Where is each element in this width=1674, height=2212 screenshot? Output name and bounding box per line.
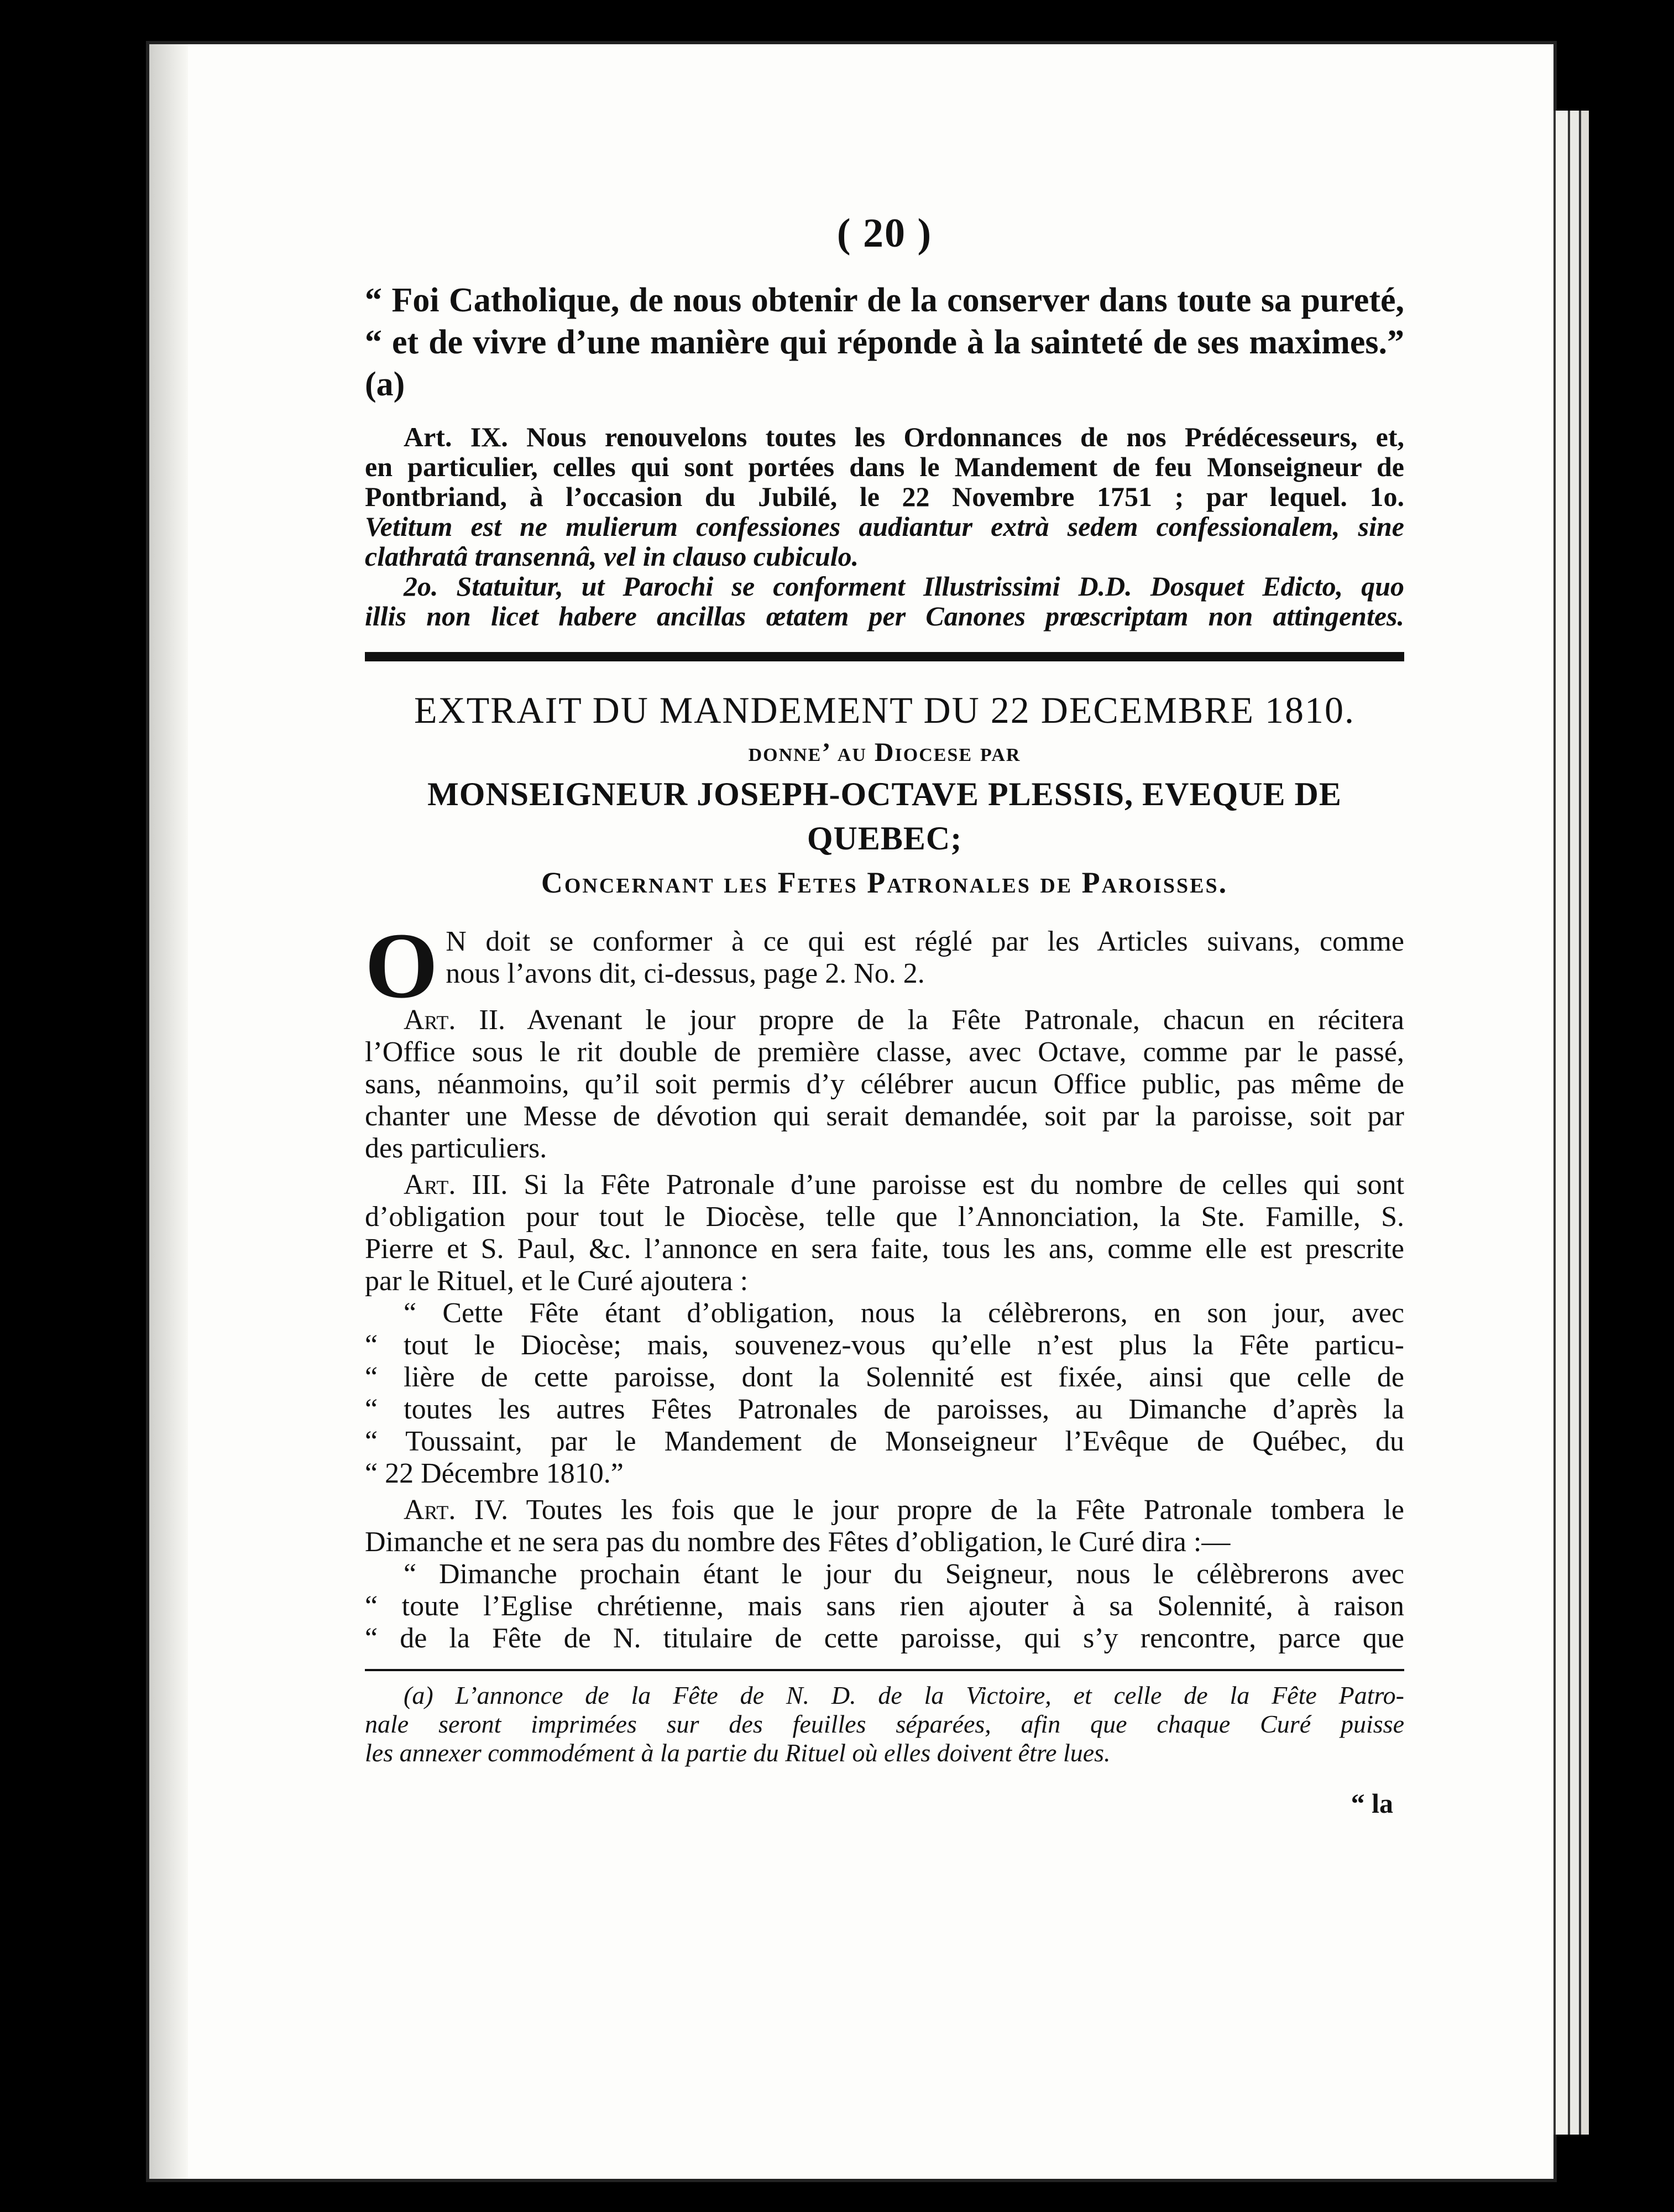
text-line: sans, néanmoins, qu’il soit permis d’y célébrer aucun Office public, pas même de [365, 1068, 1404, 1100]
catchword: “ la [1351, 1788, 1393, 1819]
article-3 [365, 1169, 1404, 1490]
text-line: Toutes les fois que le jour propre de la Fête Patronale tombera le [526, 1494, 1404, 1526]
heading-title: EXTRAIT DU MANDEMENT DU 22 DECEMBRE 1810. [414, 689, 1355, 731]
heading-given: donne’ au Diocese par [748, 738, 1021, 767]
text-line: Vetitum est ne mulierum confessiones audiantur extrà sedem confessionalem, sine [365, 511, 1404, 542]
text-line: l’Office sous le rit double de première classe, avec Octave, comme par le passé, [365, 1036, 1404, 1068]
text-line: Pontbriand, à l’occasion du Jubilé, le 22 Novembre 1751 ; par lequel. 1o. [365, 481, 1404, 512]
article-9 [365, 422, 1404, 631]
text-line: en particulier, celles qui sont portées dans le Mandement de feu Monseigneur de [365, 451, 1404, 482]
text-line: “ 22 Décembre 1810.” [365, 1458, 624, 1489]
text-line: “ Cette Fête étant d’obligation, nous la célèbrerons, en son jour, avec [404, 1297, 1404, 1329]
text-line: “ tout le Diocèse; mais, souvenez-vous qu’elle n’est plus la Fête particu- [365, 1329, 1404, 1361]
footnote-divider [365, 1669, 1404, 1671]
article-2 [365, 1004, 1404, 1165]
article-label: Art. IV. [404, 1494, 509, 1526]
heading-author: MONSEIGNEUR JOSEPH-OCTAVE PLESSIS, EVEQUE DE QUEBEC; [427, 776, 1342, 857]
text-line: Dimanche et ne sera pas du nombre des Fêtes d’obligation, le Curé dira :— [365, 1526, 1231, 1558]
text-line: chanter une Messe de dévotion qui serait demandée, soit par la paroisse, soit par [365, 1100, 1404, 1132]
continued-quote [365, 279, 1404, 405]
section-heading [365, 687, 1404, 905]
text-line: des particuliers. [365, 1133, 547, 1164]
text-line: N doit se conformer à ce qui est réglé par les Articles suivans, comme [446, 926, 1404, 957]
opening-paragraph [365, 914, 1404, 1018]
text-line: Avenant le jour propre de la Fête Patronale, chacun en récitera [527, 1004, 1404, 1036]
footnote-line: nale seront imprimées sur des feuilles séparées, afin que chaque Curé puisse [365, 1710, 1404, 1738]
article-label: Art. III. [404, 1169, 508, 1201]
footnote-line: (a) L’annonce de la Fête de N. D. de la Victoire, et celle de la Fête Patro- [404, 1681, 1404, 1709]
text-line: Art. IX. Nous renouvelons toutes les Ordonnances de nos Prédécesseurs, et, [404, 421, 1404, 452]
page-number: ( 20 ) [836, 211, 933, 256]
drop-cap: O [365, 914, 438, 1018]
page-edge [1579, 111, 1589, 2135]
page-binding-shadow [149, 44, 188, 2179]
text-line: par le Rituel, et le Curé ajoutera : [365, 1265, 749, 1297]
text-line: clathratâ transennâ, vel in clauso cubiculo. [365, 541, 859, 572]
text-line: Pierre et S. Paul, &c. l’annonce en sera faite, tous les ans, comme elle est prescrite [365, 1233, 1404, 1265]
text-line: “ de la Fête de N. titulaire de cette paroisse, qui s’y rencontre, parce que [365, 1623, 1404, 1654]
text-line: “ Toussaint, par le Mandement de Monseigneur l’Evêque de Québec, du [365, 1426, 1404, 1457]
text-line: nous l’avons dit, ci-dessus, page 2. No. 2. [446, 958, 925, 989]
article-4 [365, 1494, 1404, 1655]
footnote-line: les annexer commodément à la partie du Rituel où elles doivent être lues. [365, 1739, 1111, 1767]
article-label: Art. II. [404, 1004, 506, 1036]
footnote [365, 1681, 1404, 1767]
text-line: “ Dimanche prochain étant le jour du Seigneur, nous le célèbrerons avec [404, 1558, 1404, 1590]
text-line: illis non licet habere ancillas œtatem per Canones prœscriptam non attingentes. [365, 601, 1404, 632]
text-line: 2o. Statuitur, ut Parochi se conforment Illustrissimi D.D. Dosquet Edicto, quo [404, 571, 1404, 602]
section-divider [365, 652, 1404, 661]
page-content [365, 210, 1404, 1819]
text-line: “ toute l’Eglise chrétienne, mais sans rien ajouter à sa Solennité, à raison [365, 1590, 1404, 1622]
text-line: d’obligation pour tout le Diocèse, telle que l’Annonciation, la Ste. Famille, S. [365, 1201, 1404, 1233]
text-line: “ et de vivre d’une manière qui réponde à la sainteté de ses maximes.” (a) [365, 324, 1404, 403]
text-line: “ toutes les autres Fêtes Patronales de paroisses, au Dimanche d’après la [365, 1394, 1404, 1425]
heading-concerning: Concernant les Fetes Patronales de Paroisses. [541, 866, 1228, 899]
text-line: “ Foi Catholique, de nous obtenir de la conserver dans toute sa pureté, [365, 281, 1404, 319]
text-line: Si la Fête Patronale d’une paroisse est du nombre de celles qui sont [524, 1169, 1405, 1201]
text-line: “ lière de cette paroisse, dont la Solennité est fixée, ainsi que celle de [365, 1361, 1404, 1393]
